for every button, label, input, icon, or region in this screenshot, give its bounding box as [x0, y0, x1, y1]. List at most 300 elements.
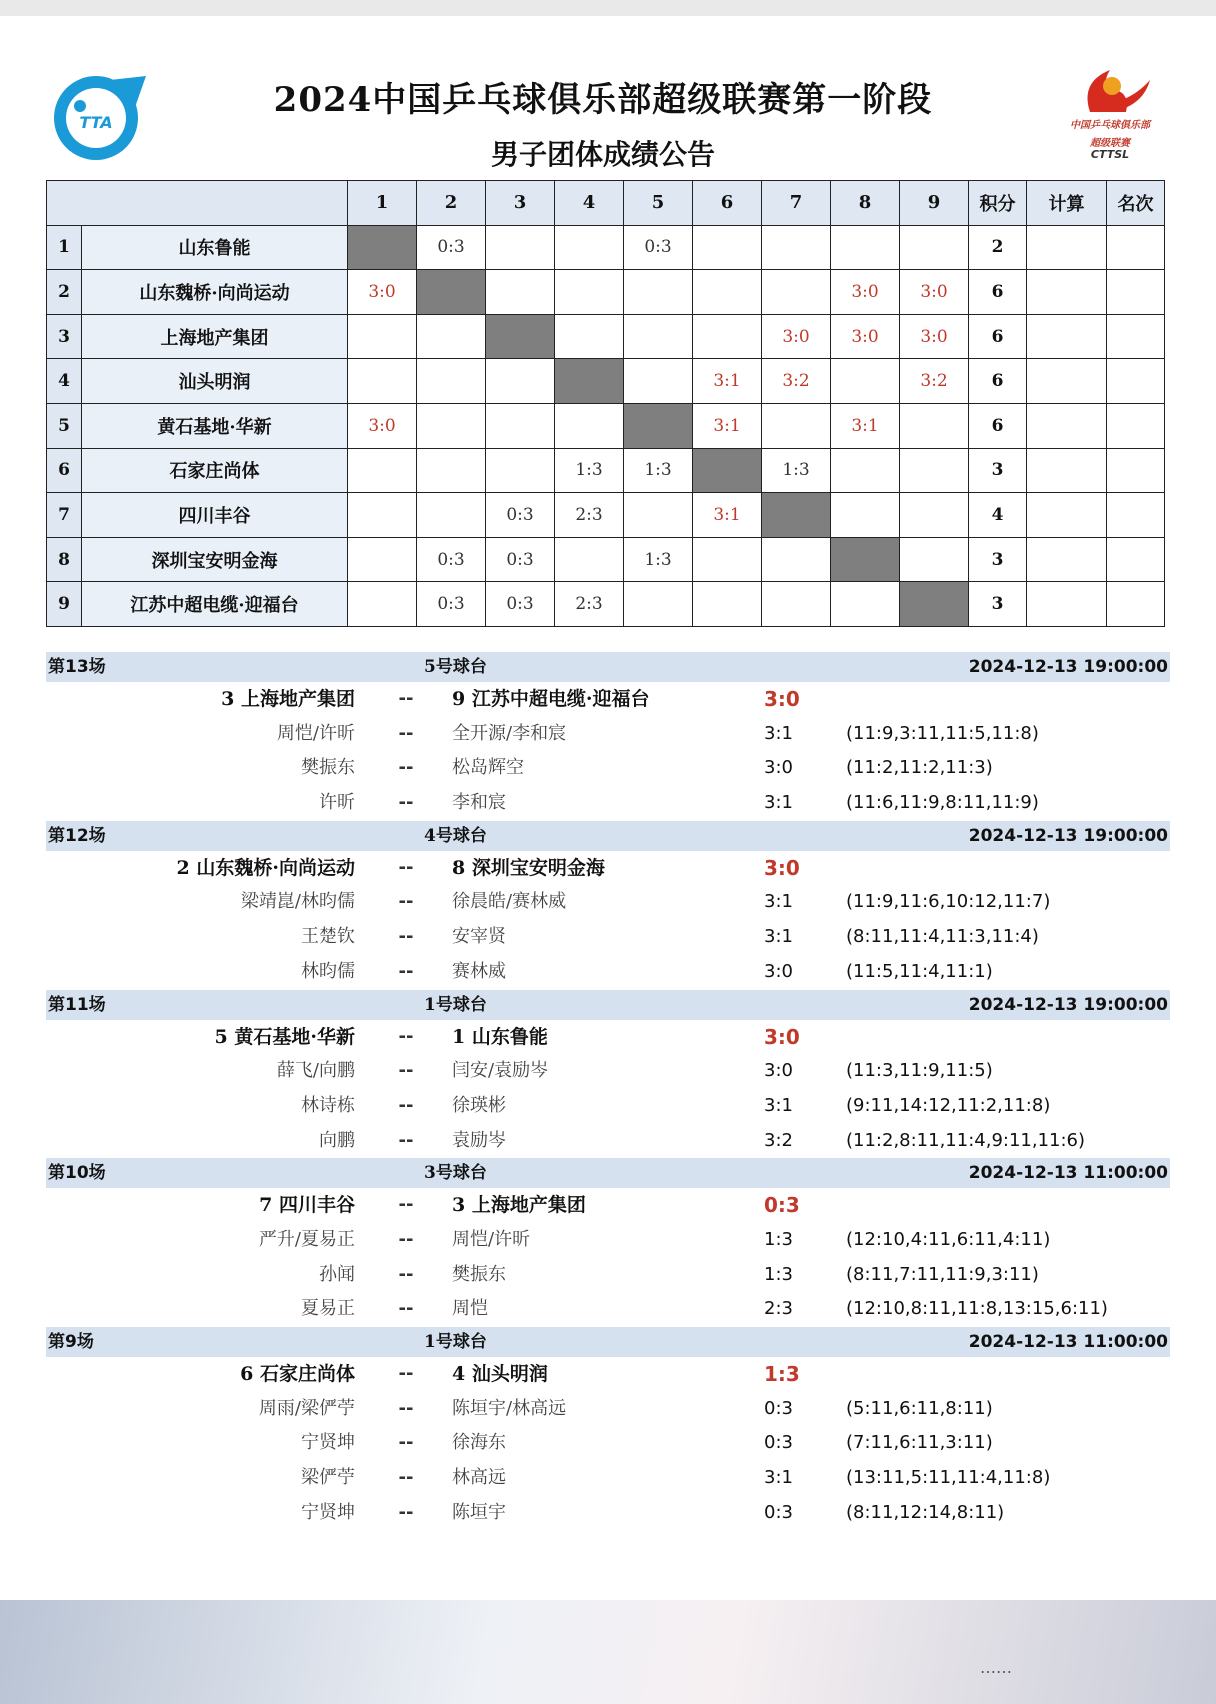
- team-separator: --: [398, 856, 414, 878]
- match-score: 1:3: [764, 1362, 800, 1386]
- match-time: 2024-12-13 19:00:00: [968, 825, 1168, 846]
- match-teams-row: [46, 682, 1170, 717]
- result-cell: [900, 403, 969, 448]
- calc-cell: [1027, 448, 1107, 493]
- team-name: 江苏中超电缆·迎福台: [82, 582, 348, 627]
- away-player: 袁励岑: [452, 1129, 506, 1151]
- result-cell: 0:3: [417, 537, 486, 582]
- away-player: 周恺/许昕: [452, 1228, 531, 1250]
- result-cell: 3:2: [762, 359, 831, 404]
- page-subtitle: 男子团体成绩公告: [490, 138, 715, 171]
- team-name: 上海地产集团: [82, 314, 348, 359]
- result-cell: 1:3: [555, 448, 624, 493]
- home-player: 周雨/梁俨苧: [258, 1397, 355, 1419]
- standings-table: [46, 180, 1165, 627]
- match-time: 2024-12-13 11:00:00: [968, 1163, 1168, 1184]
- game-separator: --: [398, 792, 414, 814]
- match-number: 第13场: [48, 657, 106, 677]
- result-cell: 2:3: [555, 493, 624, 538]
- result-cell: [555, 403, 624, 448]
- match-header: [46, 1327, 1170, 1357]
- home-team: 6 石家庄尚体: [240, 1363, 355, 1385]
- result-cell: 3:1: [693, 403, 762, 448]
- points-cell: 6: [969, 314, 1027, 359]
- result-cell: 3:0: [900, 314, 969, 359]
- result-cell: [624, 270, 693, 315]
- result-cell: 2:3: [555, 582, 624, 627]
- result-cell: 1:3: [762, 448, 831, 493]
- points-cell: 3: [969, 582, 1027, 627]
- match-time: 2024-12-13 19:00:00: [968, 994, 1168, 1015]
- match-number: 第12场: [48, 825, 106, 846]
- calc-cell: [1027, 582, 1107, 627]
- game-separator: --: [398, 1263, 414, 1285]
- result-cell: [693, 270, 762, 315]
- home-player: 严升/夏易正: [258, 1228, 355, 1250]
- away-player: 松岛辉空: [452, 757, 524, 779]
- game-separator: --: [398, 891, 414, 913]
- result-cell: [624, 493, 693, 538]
- game-detail: (7:11,6:11,3:11): [846, 1432, 993, 1454]
- result-cell: [348, 582, 417, 627]
- home-player: 向鹏: [319, 1129, 355, 1151]
- result-cell: 0:3: [486, 537, 555, 582]
- result-cell: [900, 225, 969, 270]
- result-cell: 1:3: [624, 537, 693, 582]
- team-name: 山东魏桥·向尚运动: [82, 270, 348, 315]
- game-separator: --: [398, 1060, 414, 1082]
- points-cell: 2: [969, 225, 1027, 270]
- game-row: [46, 1496, 1170, 1531]
- game-row: [46, 1461, 1170, 1496]
- result-cell: [348, 448, 417, 493]
- game-detail: (11:2,11:2,11:3): [846, 757, 993, 779]
- standings-row: [47, 448, 1165, 493]
- home-team: 2 山东魏桥·向尚运动: [176, 856, 355, 879]
- column-header: 积分: [969, 181, 1027, 226]
- result-cell: 1:3: [624, 448, 693, 493]
- game-row: [46, 751, 1170, 786]
- footer-dots: ……: [980, 1658, 1012, 1677]
- match-results: [46, 652, 1170, 1530]
- rank-cell: [1107, 582, 1165, 627]
- result-cell: [624, 314, 693, 359]
- game-detail: (11:9,3:11,11:5,11:8): [846, 722, 1039, 744]
- game-row: [46, 1054, 1170, 1089]
- match-header: [46, 1158, 1170, 1188]
- game-separator: --: [398, 757, 414, 779]
- game-separator: --: [398, 722, 414, 744]
- result-cell: 3:1: [693, 359, 762, 404]
- calc-cell: [1027, 537, 1107, 582]
- game-separator: --: [398, 1432, 414, 1454]
- away-player: 徐晨皓/赛林威: [452, 891, 567, 913]
- match-teams-row: [46, 1357, 1170, 1392]
- column-header: 2: [417, 181, 486, 226]
- game-score: 3:1: [764, 792, 793, 814]
- match-teams-row: [46, 1188, 1170, 1223]
- team-name: 山东鲁能: [82, 225, 348, 270]
- result-cell: [555, 314, 624, 359]
- result-cell: [900, 448, 969, 493]
- away-player: 全开源/李和宸: [452, 722, 567, 744]
- game-score: 1:3: [764, 1228, 793, 1250]
- game-separator: --: [398, 1094, 414, 1116]
- home-player: 林昀儒: [301, 960, 355, 982]
- row-index: 6: [47, 448, 82, 493]
- column-header: 4: [555, 181, 624, 226]
- team-name: 黄石基地·华新: [82, 403, 348, 448]
- result-cell: [555, 270, 624, 315]
- self-match-cell: [762, 493, 831, 538]
- result-cell: 0:3: [417, 582, 486, 627]
- result-cell: 0:3: [486, 493, 555, 538]
- away-player: 闫安/袁励岑: [452, 1060, 549, 1082]
- calc-cell: [1027, 359, 1107, 404]
- game-detail: (11:5,11:4,11:1): [846, 960, 993, 982]
- game-row: [46, 1124, 1170, 1159]
- result-cell: [762, 582, 831, 627]
- match-table: 1号球台: [424, 994, 487, 1015]
- game-score: 1:3: [764, 1263, 793, 1285]
- standings-row: [47, 359, 1165, 404]
- result-cell: [348, 537, 417, 582]
- game-separator: --: [398, 926, 414, 948]
- game-detail: (12:10,8:11,11:8,13:15,6:11): [846, 1298, 1108, 1320]
- game-score: 0:3: [764, 1397, 793, 1419]
- result-cell: 0:3: [486, 582, 555, 627]
- away-team: 4 汕头明润: [452, 1363, 548, 1385]
- away-player: 林高远: [452, 1467, 506, 1489]
- rank-cell: [1107, 493, 1165, 538]
- result-cell: [348, 359, 417, 404]
- result-cell: [900, 493, 969, 538]
- game-separator: --: [398, 1501, 414, 1523]
- game-detail: (8:11,11:4,11:3,11:4): [846, 926, 1039, 948]
- row-index: 3: [47, 314, 82, 359]
- game-score: 0:3: [764, 1501, 793, 1523]
- match-time: 2024-12-13 11:00:00: [968, 1332, 1168, 1352]
- result-cell: 3:2: [900, 359, 969, 404]
- game-detail: (9:11,14:12,11:2,11:8): [846, 1094, 1051, 1116]
- result-cell: [693, 314, 762, 359]
- result-cell: 3:0: [762, 314, 831, 359]
- game-row: [46, 885, 1170, 920]
- calc-cell: [1027, 403, 1107, 448]
- game-score: 3:1: [764, 891, 793, 913]
- result-cell: [831, 493, 900, 538]
- tta-logo-text: TTA: [79, 113, 113, 132]
- game-detail: (8:11,12:14,8:11): [846, 1501, 1005, 1523]
- home-player: 许昕: [319, 792, 355, 814]
- rank-cell: [1107, 270, 1165, 315]
- home-player: 王楚钦: [301, 926, 355, 948]
- game-row: [46, 1426, 1170, 1461]
- self-match-cell: [900, 582, 969, 627]
- result-cell: 3:1: [693, 493, 762, 538]
- page-title: 2024中国乒乓球俱乐部超级联赛第一阶段: [273, 80, 933, 120]
- result-cell: [693, 225, 762, 270]
- result-cell: [348, 314, 417, 359]
- result-cell: [417, 448, 486, 493]
- result-cell: [762, 537, 831, 582]
- game-score: 3:1: [764, 1094, 793, 1116]
- points-cell: 6: [969, 270, 1027, 315]
- calc-cell: [1027, 493, 1107, 538]
- result-cell: 3:0: [900, 270, 969, 315]
- game-row: [46, 1292, 1170, 1327]
- result-cell: [693, 582, 762, 627]
- column-header: 3: [486, 181, 555, 226]
- result-cell: [624, 582, 693, 627]
- result-cell: [831, 582, 900, 627]
- calc-cell: [1027, 314, 1107, 359]
- away-player: 李和宸: [452, 792, 506, 814]
- row-index: 7: [47, 493, 82, 538]
- game-separator: --: [398, 1129, 414, 1151]
- row-index: 8: [47, 537, 82, 582]
- team-name: 汕头明润: [82, 359, 348, 404]
- home-player: 梁俨苧: [301, 1467, 355, 1489]
- result-cell: 3:0: [831, 270, 900, 315]
- result-cell: [831, 225, 900, 270]
- game-detail: (11:6,11:9,8:11,11:9): [846, 792, 1039, 814]
- points-cell: 6: [969, 403, 1027, 448]
- row-index: 9: [47, 582, 82, 627]
- game-score: 0:3: [764, 1432, 793, 1454]
- game-row: [46, 1223, 1170, 1258]
- home-player: 宁贤坤: [301, 1501, 355, 1523]
- column-header: 1: [348, 181, 417, 226]
- game-row: [46, 1089, 1170, 1124]
- away-player: 赛林威: [452, 960, 506, 982]
- game-separator: --: [398, 1467, 414, 1489]
- game-score: 3:2: [764, 1129, 793, 1151]
- standings-row: [47, 225, 1165, 270]
- result-cell: [762, 270, 831, 315]
- match-number: 第11场: [48, 994, 106, 1015]
- team-name: 深圳宝安明金海: [82, 537, 348, 582]
- cttsl-logo-en: CTTSL: [1090, 148, 1130, 161]
- home-player: 薛飞/向鹏: [276, 1060, 355, 1082]
- standings-row: [47, 493, 1165, 538]
- match-header: [46, 821, 1170, 851]
- result-cell: [762, 225, 831, 270]
- rank-cell: [1107, 314, 1165, 359]
- away-team: 8 深圳宝安明金海: [452, 856, 605, 879]
- match-table: 5号球台: [424, 657, 487, 677]
- match-table: 1号球台: [424, 1332, 487, 1352]
- rank-cell: [1107, 403, 1165, 448]
- row-index: 5: [47, 403, 82, 448]
- result-cell: 3:0: [348, 270, 417, 315]
- game-detail: (12:10,4:11,6:11,4:11): [846, 1228, 1051, 1250]
- away-player: 樊振东: [452, 1263, 506, 1285]
- game-separator: --: [398, 960, 414, 982]
- home-team: 7 四川丰谷: [259, 1194, 355, 1217]
- game-separator: --: [398, 1228, 414, 1250]
- home-player: 樊振东: [301, 757, 355, 779]
- row-index: 4: [47, 359, 82, 404]
- result-cell: [486, 403, 555, 448]
- points-cell: 4: [969, 493, 1027, 538]
- away-team: 1 山东鲁能: [452, 1025, 548, 1048]
- home-player: 宁贤坤: [301, 1432, 355, 1454]
- game-detail: (5:11,6:11,8:11): [846, 1397, 993, 1419]
- game-score: 2:3: [764, 1298, 793, 1320]
- match-header: [46, 652, 1170, 682]
- points-cell: 6: [969, 359, 1027, 404]
- game-score: 3:0: [764, 1060, 793, 1082]
- away-player: 陈垣宇: [452, 1501, 506, 1523]
- game-separator: --: [398, 1397, 414, 1419]
- result-cell: [417, 314, 486, 359]
- match-score: 0:3: [764, 1193, 800, 1218]
- away-player: 徐海东: [452, 1432, 506, 1454]
- self-match-cell: [831, 537, 900, 582]
- result-cell: [486, 359, 555, 404]
- game-score: 3:1: [764, 722, 793, 744]
- calc-cell: [1027, 270, 1107, 315]
- team-separator: --: [398, 1194, 414, 1216]
- match-number: 第9场: [48, 1332, 94, 1352]
- standings-row: [47, 314, 1165, 359]
- team-separator: --: [398, 688, 414, 709]
- points-cell: 3: [969, 448, 1027, 493]
- cttsl-logo: [1060, 62, 1160, 166]
- result-cell: [348, 493, 417, 538]
- result-cell: [417, 359, 486, 404]
- standings-row: [47, 403, 1165, 448]
- home-team: 3 上海地产集团: [221, 688, 355, 710]
- match-number: 第10场: [48, 1163, 106, 1184]
- game-separator: --: [398, 1298, 414, 1320]
- game-detail: (11:9,11:6,10:12,11:7): [846, 891, 1051, 913]
- column-header: 7: [762, 181, 831, 226]
- standings-row: [47, 270, 1165, 315]
- column-header: 9: [900, 181, 969, 226]
- result-cell: [417, 493, 486, 538]
- team-name: 石家庄尚体: [82, 448, 348, 493]
- away-player: 陈垣宇/林高远: [452, 1397, 567, 1419]
- row-index: 2: [47, 270, 82, 315]
- result-cell: [555, 537, 624, 582]
- standings-row: [47, 537, 1165, 582]
- result-cell: [555, 225, 624, 270]
- standings-row: [47, 582, 1165, 627]
- away-player: 周恺: [452, 1298, 488, 1320]
- result-cell: [486, 448, 555, 493]
- self-match-cell: [555, 359, 624, 404]
- result-cell: [624, 359, 693, 404]
- result-cell: [417, 403, 486, 448]
- rank-cell: [1107, 225, 1165, 270]
- self-match-cell: [348, 225, 417, 270]
- game-score: 3:0: [764, 960, 793, 982]
- home-player: 孙闻: [319, 1263, 355, 1285]
- away-team: 3 上海地产集团: [452, 1194, 586, 1217]
- match-score: 3:0: [764, 855, 800, 880]
- column-header: 名次: [1107, 181, 1165, 226]
- game-detail: (8:11,7:11,11:9,3:11): [846, 1263, 1039, 1285]
- result-cell: [900, 537, 969, 582]
- result-cell: [831, 359, 900, 404]
- match-teams-row: [46, 851, 1170, 886]
- away-player: 安宰贤: [452, 926, 506, 948]
- top-bar: [0, 0, 1216, 16]
- game-score: 3:1: [764, 926, 793, 948]
- game-row: [46, 955, 1170, 990]
- team-separator: --: [398, 1363, 414, 1384]
- home-player: 周恺/许昕: [276, 722, 355, 744]
- tta-logo: [50, 70, 148, 164]
- result-cell: 0:3: [417, 225, 486, 270]
- column-header: 5: [624, 181, 693, 226]
- team-separator: --: [398, 1025, 414, 1047]
- result-cell: [693, 537, 762, 582]
- header-blank-cell: [47, 181, 348, 226]
- match-table: 3号球台: [424, 1163, 487, 1184]
- match-table: 4号球台: [424, 825, 487, 846]
- column-header: 6: [693, 181, 762, 226]
- rank-cell: [1107, 359, 1165, 404]
- rank-cell: [1107, 537, 1165, 582]
- result-cell: [762, 403, 831, 448]
- result-cell: [831, 448, 900, 493]
- home-player: 夏易正: [301, 1298, 355, 1320]
- self-match-cell: [693, 448, 762, 493]
- result-cell: 0:3: [624, 225, 693, 270]
- game-score: 3:0: [764, 757, 793, 779]
- result-cell: [486, 270, 555, 315]
- match-score: 3:0: [764, 687, 800, 711]
- result-cell: 3:0: [348, 403, 417, 448]
- game-row: [46, 920, 1170, 955]
- rank-cell: [1107, 448, 1165, 493]
- game-detail: (11:2,8:11,11:4,9:11,11:6): [846, 1129, 1086, 1151]
- cttsl-logo-cn: 中国乒乓球俱乐部: [1070, 120, 1150, 131]
- team-name: 四川丰谷: [82, 493, 348, 538]
- game-detail: (13:11,5:11,11:4,11:8): [846, 1467, 1051, 1489]
- game-row: [46, 786, 1170, 821]
- game-row: [46, 717, 1170, 752]
- game-score: 3:1: [764, 1467, 793, 1489]
- match-header: [46, 990, 1170, 1020]
- home-player: 梁靖崑/林昀儒: [240, 891, 355, 913]
- game-detail: (11:3,11:9,11:5): [846, 1060, 993, 1082]
- match-time: 2024-12-13 19:00:00: [968, 657, 1168, 677]
- result-cell: 3:0: [831, 314, 900, 359]
- column-header: 8: [831, 181, 900, 226]
- away-team: 9 江苏中超电缆·迎福台: [452, 688, 650, 710]
- self-match-cell: [486, 314, 555, 359]
- result-cell: 3:1: [831, 403, 900, 448]
- result-cell: [486, 225, 555, 270]
- standings-header-row: [47, 181, 1165, 226]
- game-row: [46, 1258, 1170, 1293]
- self-match-cell: [417, 270, 486, 315]
- cttsl-logo-cn2: 超级联赛: [1090, 138, 1130, 149]
- game-row: [46, 1392, 1170, 1427]
- footer-band: [0, 1600, 1216, 1704]
- home-player: 林诗栋: [301, 1094, 355, 1116]
- self-match-cell: [624, 403, 693, 448]
- home-team: 5 黄石基地·华新: [214, 1025, 355, 1048]
- row-index: 1: [47, 225, 82, 270]
- away-player: 徐瑛彬: [452, 1094, 506, 1116]
- calc-cell: [1027, 225, 1107, 270]
- match-score: 3:0: [764, 1024, 800, 1049]
